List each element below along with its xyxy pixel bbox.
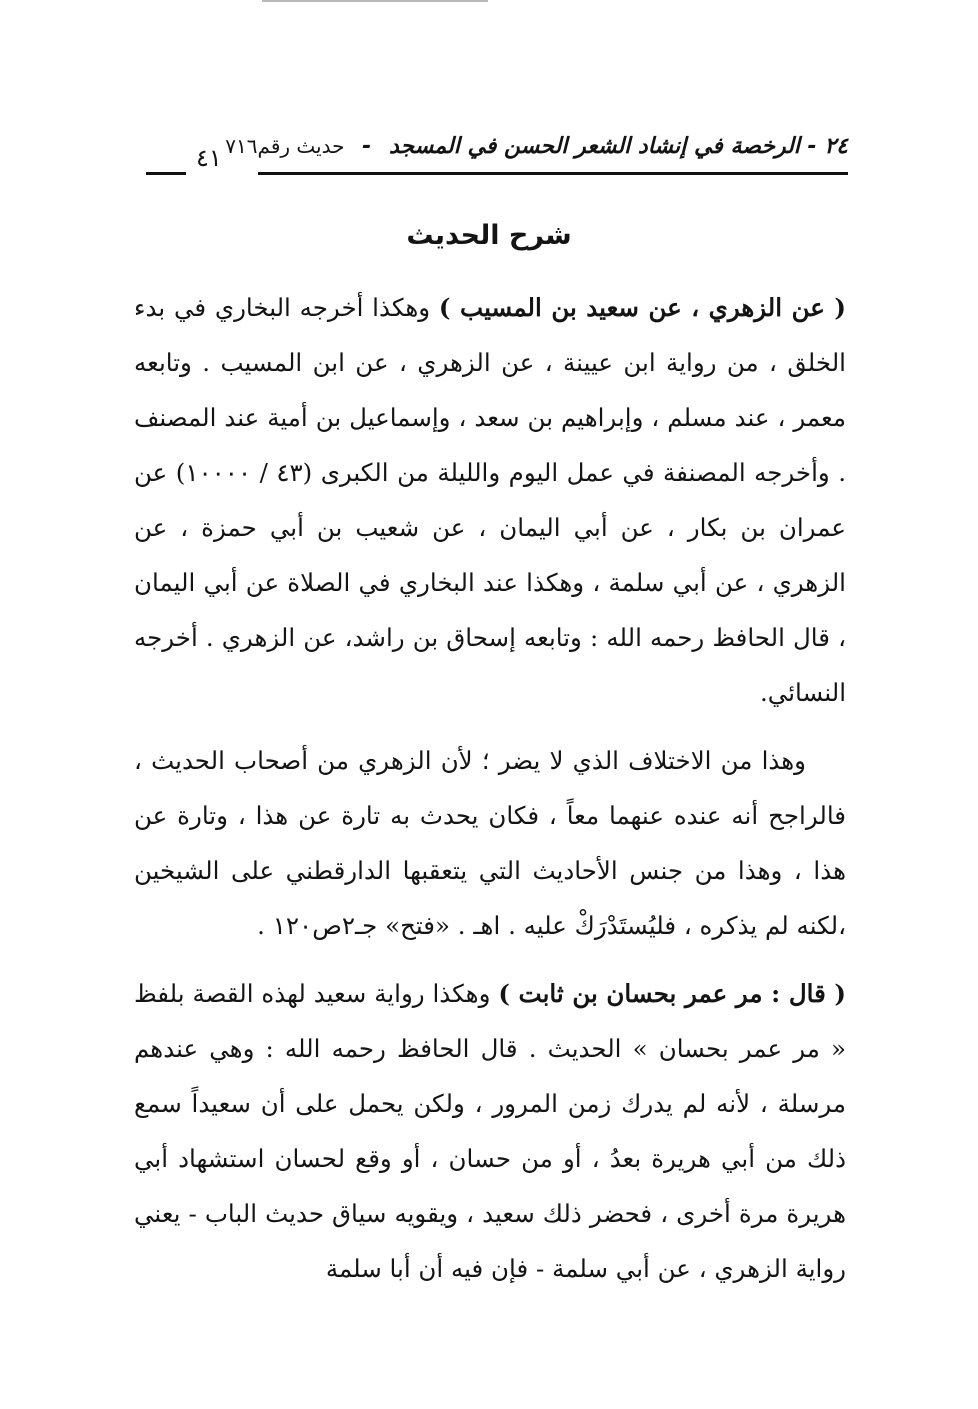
chapter-title: ٢٤ - الرخصة في إنشاد الشعر الحسن في المسجد [388,134,848,159]
header-title [225,134,848,159]
paragraph-lead: ( قال : مر عمر بحسان بن ثابت ) [498,979,847,1008]
paragraph [134,966,846,1296]
running-header [140,134,848,180]
paragraph [134,280,846,720]
header-rule [258,172,848,175]
page-number-rule [146,172,186,175]
body-text [134,280,846,1296]
paragraph-text: وهكذا رواية سعيد لهذه القصة بلفظ « مر عمر بحسان » الحديث . قال الحافظ رحمه الله : وهي عندهم مرسلة ، لأنه لم يدرك زمن المرور ، ولكن يحمل على أن سعيداً سمع ذلك من أبي هريرة بعدُ ، أو من حسان ، أو وقع لحسان استشهاد أبي هريرة مرة أخرى ، فحضر ذلك سعيد ، ويقويه سياق حديث الباب - يعني رواية الزهري ، عن أبي سلمة - فإن فيه أن أبا سلمة [134,979,846,1283]
hadith-reference: حديث رقم٧١٦ [225,134,345,158]
paragraph-text: وهذا من الاختلاف الذي لا يضر ؛ لأن الزهري من أصحاب الحديث ، فالراجح أنه عنده عنهما معاً ، فكان يحدث به تارة عن هذا ، وتارة عن هذا ، وهذا من جنس الأحاديث التي يتعقبها الدارقطني على الشيخين ،لكنه لم يذكره ، فليُستَدْرَكْ عليه . اهـ . «فتح» جـ٢ص١٢٠ . [134,746,846,940]
paragraph-lead: ( عن الزهري ، عن سعيد بن المسيب ) [438,293,846,322]
scan-edge-mark [262,0,488,2]
section-title: شرح الحديث [406,220,572,251]
paragraph-text: وهكذا أخرجه البخاري في بدء الخلق ، من رواية ابن عيينة ، عن الزهري ، عن ابن المسيب . وتابعه معمر ، عند مسلم ، وإبراهيم بن سعد ، وإسماعيل بن أمية عند المصنف . وأخرجه المصنفة في عمل اليوم والليلة من الكبرى (٤٣ / ١٠٠٠٠) عن عمران بن بكار ، عن أبي اليمان ، عن شعيب بن أبي حمزة ، عن الزهري ، عن أبي سلمة ، وهكذا عند البخاري في الصلاة عن أبي اليمان ، قال الحافظ رحمه الله : وتابعه إسحاق بن راشد، عن الزهري . أخرجه النسائي. [134,293,846,707]
header-separator: - [362,134,372,159]
paragraph [134,733,846,953]
page-number: ٤١ [196,144,222,172]
